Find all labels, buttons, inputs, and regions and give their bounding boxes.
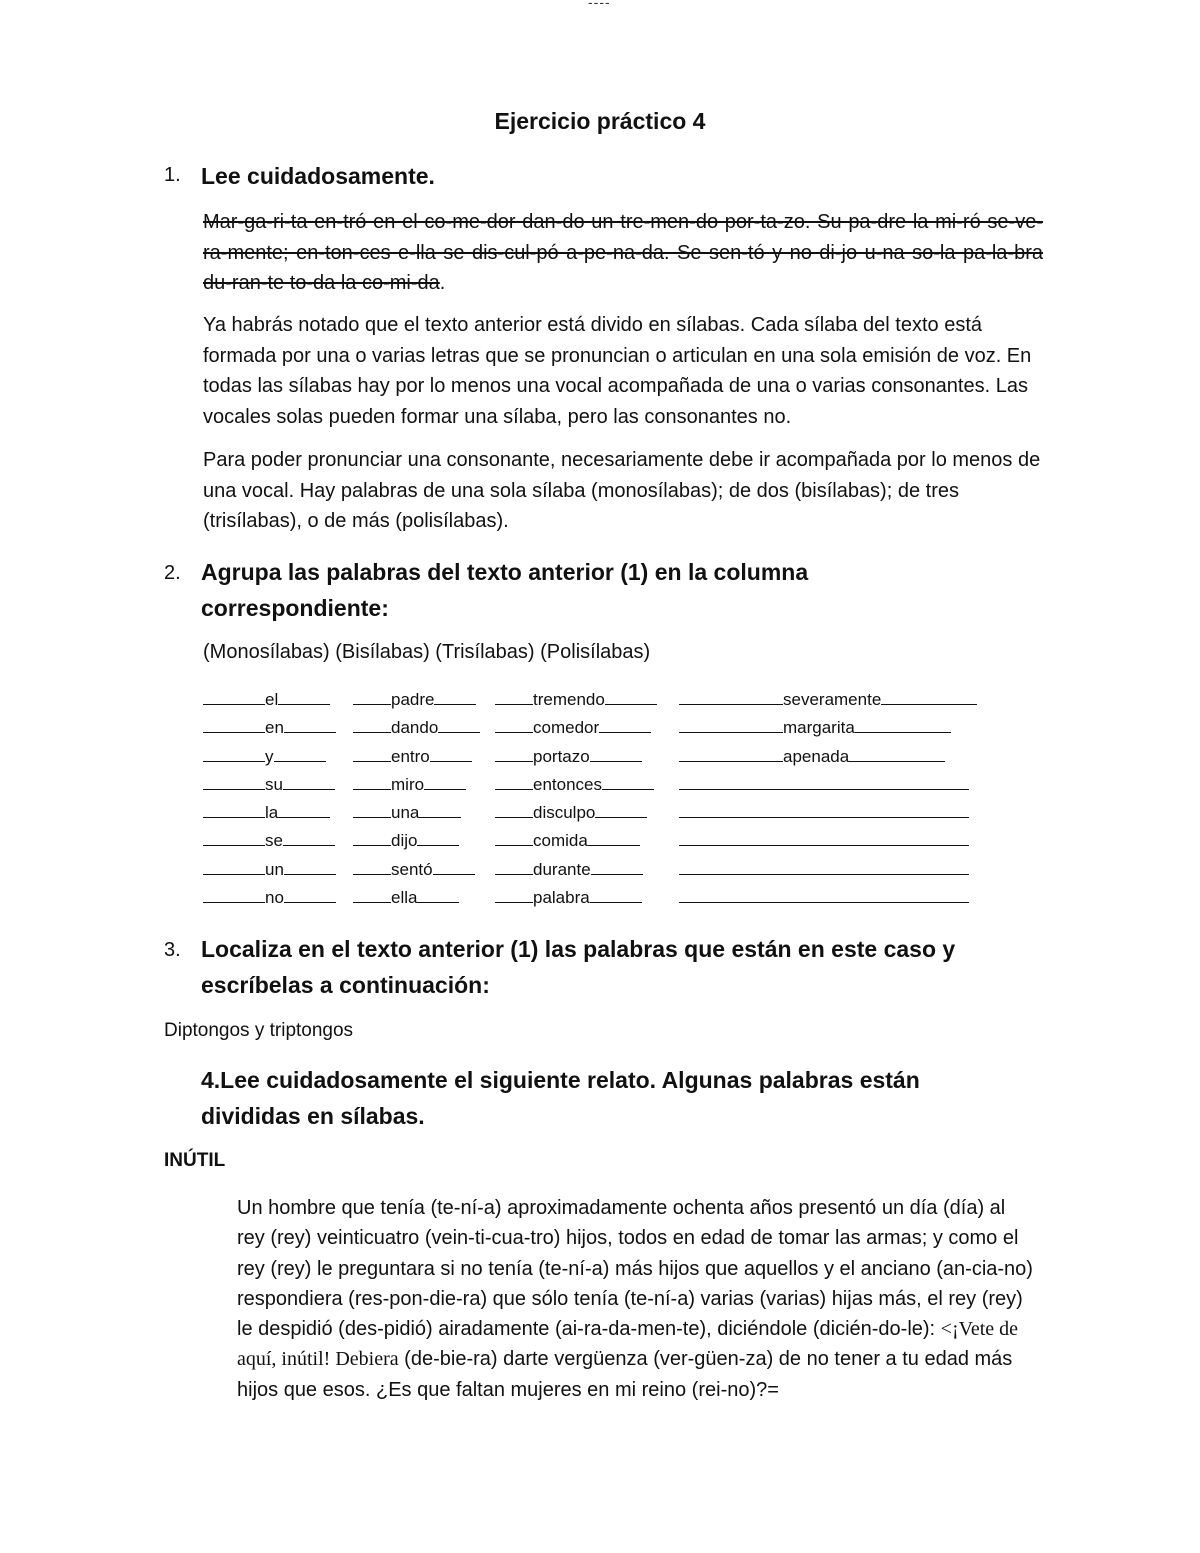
answer-blank[interactable] xyxy=(278,690,330,705)
word-text: miro xyxy=(391,774,425,794)
answer-blank[interactable] xyxy=(679,888,969,903)
word-cell xyxy=(495,771,654,799)
word-text: se xyxy=(265,831,283,851)
word-cell xyxy=(203,827,335,855)
word-cell xyxy=(353,686,476,714)
answer-blank[interactable] xyxy=(424,775,466,790)
answer-blank[interactable] xyxy=(203,690,265,705)
answer-blank[interactable] xyxy=(417,831,459,846)
word-cell xyxy=(353,799,461,827)
section-4-heading: 4.Lee cuidadosamente el siguiente relato. Algunas palabras están divididas en sílabas. xyxy=(201,1067,920,1129)
answer-blank[interactable] xyxy=(203,775,265,790)
word-text: no xyxy=(265,888,284,908)
word-cell xyxy=(203,856,336,884)
word-cell xyxy=(679,686,977,714)
word-cell xyxy=(203,714,336,742)
answer-blank[interactable] xyxy=(417,888,459,903)
word-cell xyxy=(495,856,643,884)
word-text: margarita xyxy=(783,718,855,738)
word-text: ella xyxy=(391,888,418,908)
answer-blank[interactable] xyxy=(203,860,265,875)
word-text: disculpo xyxy=(533,803,596,823)
word-text: durante xyxy=(533,859,591,879)
diptongos-label: Diptongos y triptongos xyxy=(164,1020,354,1041)
answer-blank[interactable] xyxy=(495,690,533,705)
answer-blank[interactable] xyxy=(590,747,642,762)
answer-blank[interactable] xyxy=(203,831,265,846)
syllable-text-struck: Mar-ga-ri-ta en-tró en el co-me-dor dan-do un tre-men-do por-ta-zo. Su pa-dre la mi-ró se-ve-ra-mente; en-ton-ces e-lla se dis-cul-pó a-pe-na-da. Se sen-tó y no di-jo u-na so-la pa-la-bra du-ran-te to-da la co-mi-da xyxy=(203,211,1043,294)
answer-blank[interactable] xyxy=(881,690,977,705)
word-row xyxy=(203,743,1023,771)
word-text: entonces xyxy=(533,774,602,794)
answer-blank[interactable] xyxy=(679,690,783,705)
word-cell xyxy=(679,743,945,771)
answer-blank[interactable] xyxy=(284,860,336,875)
answer-blank[interactable] xyxy=(283,831,335,846)
word-row xyxy=(203,827,1023,855)
answer-blank[interactable] xyxy=(599,718,651,733)
word-text: padre xyxy=(391,690,435,709)
answer-blank[interactable] xyxy=(588,831,640,846)
word-cell xyxy=(203,771,335,799)
word-cell xyxy=(495,686,657,714)
word-cell xyxy=(203,884,336,912)
story-title: INÚTIL xyxy=(164,1150,226,1171)
answer-blank[interactable] xyxy=(430,747,472,762)
word-cell xyxy=(679,856,969,884)
word-text: apenada xyxy=(783,746,850,766)
answer-blank[interactable] xyxy=(495,718,533,733)
word-text: comida xyxy=(533,831,588,851)
answer-blank[interactable] xyxy=(495,803,533,818)
answer-blank[interactable] xyxy=(679,860,969,875)
answer-blank[interactable] xyxy=(495,831,533,846)
word-cell xyxy=(353,884,459,912)
word-cell xyxy=(679,771,969,799)
answer-blank[interactable] xyxy=(353,747,391,762)
answer-blank[interactable] xyxy=(679,803,969,818)
answer-blank[interactable] xyxy=(278,803,330,818)
answer-blank[interactable] xyxy=(284,888,336,903)
answer-blank[interactable] xyxy=(438,718,480,733)
word-text: portazo xyxy=(533,746,590,766)
answer-blank[interactable] xyxy=(203,747,265,762)
answer-blank[interactable] xyxy=(353,803,391,818)
answer-blank[interactable] xyxy=(595,803,647,818)
answer-blank[interactable] xyxy=(433,860,475,875)
answer-blank[interactable] xyxy=(434,690,476,705)
answer-blank[interactable] xyxy=(203,718,265,733)
word-text: sentó xyxy=(391,859,433,879)
answer-blank[interactable] xyxy=(284,718,336,733)
section-1-heading: Lee cuidadosamente. xyxy=(201,163,435,189)
word-cell xyxy=(353,856,475,884)
word-columns-table xyxy=(203,686,1023,912)
answer-blank[interactable] xyxy=(495,860,533,875)
word-text: y xyxy=(265,746,274,766)
answer-blank[interactable] xyxy=(353,775,391,790)
word-cell xyxy=(495,884,642,912)
answer-blank[interactable] xyxy=(353,888,391,903)
word-text: el xyxy=(265,690,279,709)
answer-blank[interactable] xyxy=(419,803,461,818)
word-row xyxy=(203,771,1023,799)
columns-heading: (Monosílabas) (Bisílabas) (Trisílabas) (Polisílabas) xyxy=(203,641,651,663)
word-text: dijo xyxy=(391,831,418,851)
section-3-number: 3. xyxy=(164,939,181,961)
word-text: un xyxy=(265,859,284,879)
word-cell xyxy=(679,799,969,827)
answer-blank[interactable] xyxy=(679,718,783,733)
word-cell xyxy=(495,743,642,771)
explanation-paragraph-1: Ya habrás notado que el texto anterior está divido en sílabas. Cada sílaba del texto está formada por una o varias letras que se pronuncian o articulan en una sola emisión de voz. En todas las sílabas hay por lo menos una vocal acompañada de una o varias consonantes. Las vocales solas pueden formar una sílaba, pero las consonantes no. xyxy=(203,314,1032,428)
word-cell xyxy=(203,686,330,714)
word-row xyxy=(203,884,1023,912)
header-mark: ---- xyxy=(588,0,611,10)
word-text: dando xyxy=(391,718,439,738)
word-cell xyxy=(495,799,647,827)
word-text: entro xyxy=(391,746,430,766)
word-cell xyxy=(353,771,466,799)
story-quote: <¡Vete de aquí, inútil! Debiera xyxy=(237,1318,1019,1371)
answer-blank[interactable] xyxy=(495,775,533,790)
word-text: severamente xyxy=(783,690,882,709)
section-1-number: 1. xyxy=(164,164,181,186)
answer-blank[interactable] xyxy=(855,718,951,733)
answer-blank[interactable] xyxy=(849,747,945,762)
answer-blank[interactable] xyxy=(605,690,657,705)
word-cell xyxy=(495,827,640,855)
section-2-heading: Agrupa las palabras del texto anterior (1) en la columna correspondiente: xyxy=(201,559,809,621)
answer-blank[interactable] xyxy=(283,775,335,790)
syllable-text xyxy=(203,207,1043,299)
section-2-number: 2. xyxy=(164,562,181,584)
word-cell xyxy=(353,714,480,742)
answer-blank[interactable] xyxy=(353,831,391,846)
section-3-heading: Localiza en el texto anterior (1) las palabras que están en este caso y escríbelas a continuación: xyxy=(201,936,956,998)
word-cell xyxy=(203,743,326,771)
answer-blank[interactable] xyxy=(274,747,326,762)
word-text: palabra xyxy=(533,888,590,908)
word-cell xyxy=(203,799,330,827)
word-cell xyxy=(495,714,651,742)
answer-blank[interactable] xyxy=(495,888,533,903)
answer-blank[interactable] xyxy=(679,831,969,846)
answer-blank[interactable] xyxy=(353,718,391,733)
word-text: tremendo xyxy=(533,690,605,709)
word-row xyxy=(203,856,1023,884)
story-part-1: Un hombre que tenía (te-ní-a) aproximadamente ochenta años presentó un día (día) al rey (rey) veinticuatro (vein-ti-cua-tro) hijos, todos en edad de tomar las armas; y como el rey (rey) le preguntara si no tenía (te-ní-a) más hijos que aquellos y el anciano (an-cia-no) respondiera (res-pon-die-ra) que sólo tenía (te-ní-a) varias (varias) hijas más, el rey (rey) le despidió (des-pidió) airadamente (ai-ra-da-men-te), diciéndole (dicién-do-le): xyxy=(237,1197,1033,1341)
word-cell xyxy=(679,884,969,912)
page-title: Ejercicio práctico 4 xyxy=(494,108,706,134)
story-text xyxy=(237,1193,1037,1405)
word-cell xyxy=(679,827,969,855)
answer-blank[interactable] xyxy=(203,888,265,903)
word-cell xyxy=(353,743,472,771)
word-row xyxy=(203,714,1023,742)
word-row xyxy=(203,686,1023,714)
answer-blank[interactable] xyxy=(495,747,533,762)
answer-blank[interactable] xyxy=(590,888,642,903)
answer-blank[interactable] xyxy=(602,775,654,790)
explanation-paragraph-2: Para poder pronunciar una consonante, necesariamente debe ir acompañada por lo menos de una vocal. Hay palabras de una sola sílaba (monosílabas); de dos (bisílabas); de tres (trisílabas), o de más (polisílabas). xyxy=(203,449,1041,532)
word-cell xyxy=(679,714,951,742)
answer-blank[interactable] xyxy=(203,803,265,818)
answer-blank[interactable] xyxy=(353,860,391,875)
word-row xyxy=(203,799,1023,827)
word-text: comedor xyxy=(533,718,600,738)
word-text: su xyxy=(265,774,283,794)
answer-blank[interactable] xyxy=(591,860,643,875)
answer-blank[interactable] xyxy=(353,690,391,705)
word-text: la xyxy=(265,803,279,823)
word-text: una xyxy=(391,803,420,823)
word-cell xyxy=(353,827,459,855)
story-part-2: (de-bie-ra) darte vergüenza (ver-güen-za) de no tener a tu edad más hijos que esos. ¿Es que faltan mujeres en mi reino (rei-no)?= xyxy=(237,1348,1013,1401)
answer-blank[interactable] xyxy=(679,775,969,790)
word-text: en xyxy=(265,718,284,738)
syllable-text-end: . xyxy=(439,272,446,294)
answer-blank[interactable] xyxy=(679,747,783,762)
